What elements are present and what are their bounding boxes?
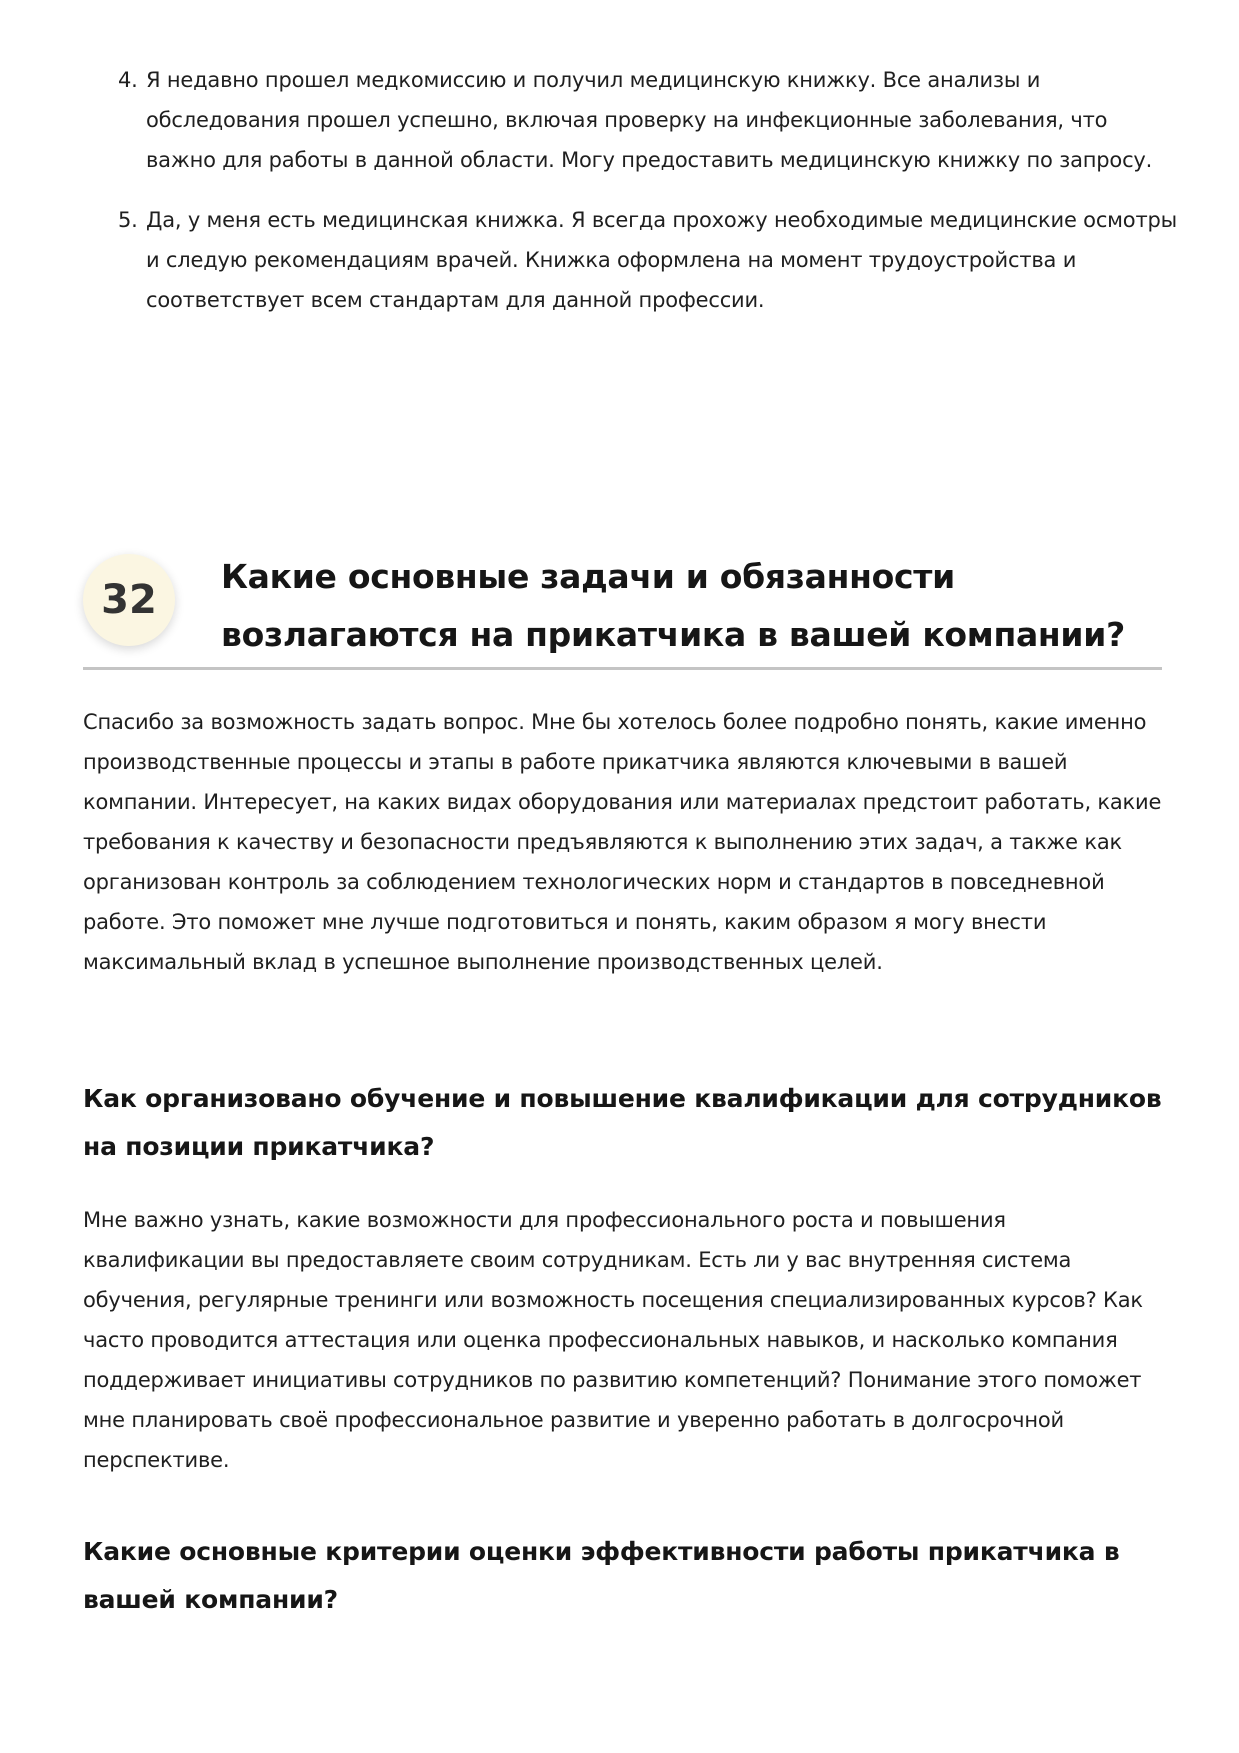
list-item-text: Да, у меня есть медицинская книжка. Я всегда прохожу необходимые медицинские осмотры и следую рекомендациям врачей. Книжка оформлена на момент трудоустройства и соответствует всем стандартам для данной профессии. <box>146 208 1177 312</box>
list-item <box>118 200 1178 320</box>
list-item <box>118 60 1178 180</box>
list-item-number: 5. <box>118 208 138 232</box>
question-number-badge: 32 <box>83 554 175 646</box>
list-item-text: Я недавно прошел медкомиссию и получил медицинскую книжку. Все анализы и обследования прошел успешно, включая проверку на инфекционные заболевания, что важно для работы в данной области. Могу предоставить медицинскую книжку по запросу. <box>146 68 1153 172</box>
section-heading-training: Как организовано обучение и повышение квалификации для сотрудников на позиции прикатчика? <box>83 1084 1162 1161</box>
question-header <box>83 548 1162 670</box>
section-body-training: Мне важно узнать, какие возможности для профессионального роста и повышения квалификации вы предоставляете своим сотрудникам. Есть ли у вас внутренняя система обучения, регулярные тренинги или возможность посещения специализированных курсов? Как часто проводится аттестация или оценка профессиональных навыков, и насколько компания поддерживает инициативы сотрудников по развитию компетенций? Понимание этого поможет мне планировать своё профессиональное развитие и уверенно работать в долгосрочной перспективе. <box>83 1208 1143 1472</box>
intro-paragraph: Спасибо за возможность задать вопрос. Мне бы хотелось более подробно понять, какие именно производственные процессы и этапы в работе прикатчика являются ключевыми в вашей компании. Интересует, на каких видах оборудования или материалах предстоит работать, какие требования к качеству и безопасности предъявляются к выполнению этих задач, а также как организован контроль за соблюдением технологических норм и стандартов в повседневной работе. Это поможет мне лучше подготовиться и понять, каким образом я могу внести максимальный вклад в успешное выполнение производственных целей. <box>83 710 1162 974</box>
question-title: Какие основные задачи и обязанности возлагаются на прикатчика в вашей компании? <box>221 557 1125 654</box>
section-heading-evaluation: Какие основные критерии оценки эффективности работы прикатчика в вашей компании? <box>83 1537 1120 1614</box>
list-item-number: 4. <box>118 68 138 92</box>
answer-list <box>118 60 1178 340</box>
